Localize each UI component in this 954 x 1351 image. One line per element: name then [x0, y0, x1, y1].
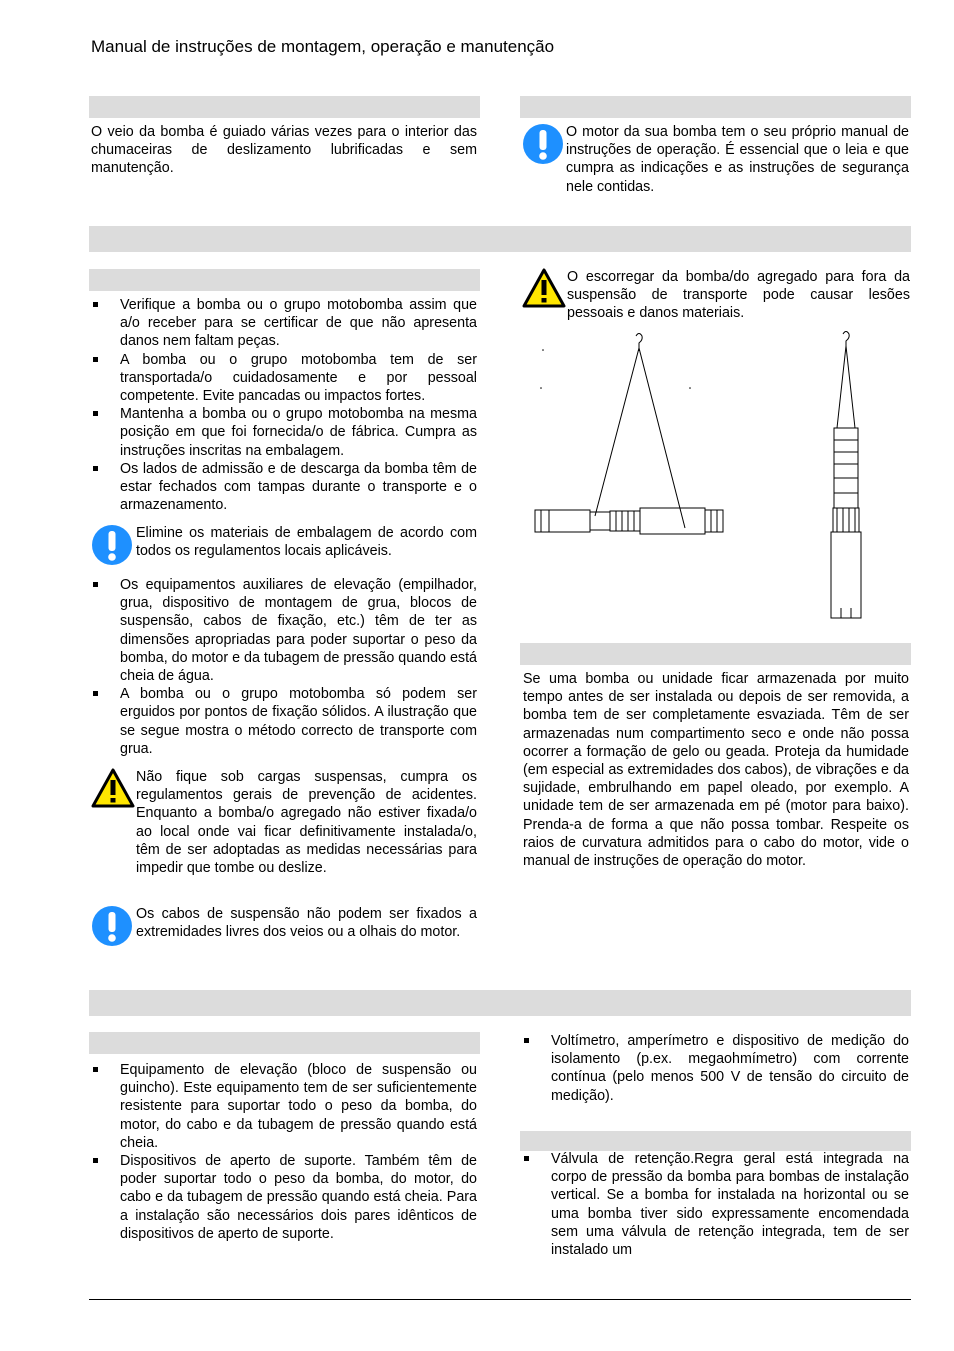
- section-bar: [89, 226, 911, 252]
- list-item: Os lados de admissão e de descarga da bomba têm de estar fechados com tampas durante o transporte e o armazenamento.: [91, 460, 477, 515]
- exclamation-info-icon: [522, 123, 566, 196]
- slip-warning: [522, 268, 910, 323]
- list-item: Mantenha a bomba ou o grupo motobomba na mesma posição em que foi fornecida/o de fábrica. Cumpra as instruções inscritas na embalagem.: [91, 405, 477, 460]
- section-bar: [89, 96, 480, 118]
- list-item: A bomba ou o grupo motobomba só podem ser erguidos por pontos de fixação sólidos. A ilustração que se segue mostra o método correcto de transporte com grua.: [91, 685, 477, 758]
- storage-text: Se uma bomba ou unidade ficar armazenada por muito tempo antes de ser instalada ou depois de ser removida, a bomba tem de ser completamente esvaziada. Têm de ser armazenadas num compartimento seco e onde não possa ocorrer a formação de gelo ou geada. Proteja da humidade (em especial as extremidades dos cabos), de vibrações e da sujidade, embrulhando em papel oleado, por exemplo. A unidade tem de ser armazenada em pé (motor para baixo). Prenda-a de forma a que não possa tombar. Respeite os raios de curvatura admitidos para o cabo do motor, vide o manual de instruções de operação do motor.: [523, 671, 909, 870]
- warning-triangle-icon: [522, 268, 567, 323]
- accessories-list: [522, 1150, 909, 1259]
- suspension-cables-note: [91, 905, 477, 952]
- motor-manual-note-text: O motor da sua bomba tem o seu próprio manual de instruções de operação. É essencial que o leia e que cumpra as indicações e as instruções de segurança nele contidas.: [566, 124, 909, 195]
- crane-transport-illustration: [525, 328, 870, 623]
- exclamation-info-icon: [91, 905, 136, 952]
- suspended-loads-warning-text: Não fique sob cargas suspensas, cumpra os regulamentos gerais de prevenção de acidentes. Enquanto a bomba/o agregado não estiver fixada/o ao local onde vai ficar definitivamente instalada/o, têm de ser adoptadas as medidas necessárias para impedir que tombe ou deslize.: [136, 769, 477, 877]
- packaging-note: [91, 524, 477, 571]
- measurement-equipment-list: [522, 1032, 909, 1105]
- suspension-cables-note-text: Os cabos de suspensão não podem ser fixados a extremidades livres dos veios ou a olhais do motor.: [136, 906, 477, 941]
- shaft-bearing-text: O veio da bomba é guiado várias vezes para o interior das chumaceiras de deslizamento lubrificadas e sem manutenção.: [91, 124, 477, 177]
- section-bar: [89, 1032, 480, 1054]
- section-bar: [89, 269, 480, 291]
- list-item: Os equipamentos auxiliares de elevação (empilhador, grua, dispositivo de montagem de grua, blocos de suspensão, cabos de fixação, etc.) têm de ter as dimensões apropriadas para poder suportar o peso da bomba, do motor e da tubagem de pressão quando está cheia de água.: [91, 576, 477, 685]
- page-header-title: Manual de instruções de montagem, operação e manutenção: [91, 37, 555, 56]
- suspended-loads-warning: [91, 768, 477, 877]
- motor-manual-note: [522, 123, 910, 196]
- list-item: Verifique a bomba ou o grupo motobomba assim que a/o receber para se certificar de que não apresenta danos nem faltam peças.: [91, 296, 477, 351]
- slip-warning-text: O escorregar da bomba/do agregado para fora da suspensão de transporte pode causar lesões pessoais e danos materiais.: [567, 269, 910, 322]
- list-item: Dispositivos de aperto de suporte. Também têm de poder suportar todo o peso da bomba, do motor, do cabo e da tubagem de pressão quando está cheia. Para a instalação são necessários dois pares idênticos de dispositivos de aperto de suporte.: [91, 1152, 477, 1243]
- lifting-checklist: [91, 576, 477, 758]
- list-item: Voltímetro, amperímetro e dispositivo de medição do isolamento (p.ex. megaohmímetro) com corrente contínua (pelo menos 500 V de tensão do circuito de medição).: [522, 1032, 909, 1105]
- transport-checklist: [91, 296, 477, 514]
- list-item: Válvula de retenção.Regra geral está integrada na corpo de pressão da bomba para bombas de instalação vertical. Se a bomba for instalada na horizontal ou se uma bomba tiver sido expressamente encomendada sem uma válvula de retenção integrada, tem de ser instalado um: [522, 1150, 909, 1259]
- warning-triangle-icon: [91, 768, 136, 877]
- packaging-note-text: Elimine os materiais de embalagem de acordo com todos os regulamentos locais aplicáveis.: [136, 525, 477, 560]
- exclamation-info-icon: [91, 524, 136, 571]
- section-bar: [89, 990, 911, 1016]
- list-item: A bomba ou o grupo motobomba tem de ser transportada/o cuidadosamente e por pessoal competente. Evite pancadas ou impactos fortes.: [91, 351, 477, 406]
- installation-equipment-list: [91, 1061, 477, 1243]
- section-bar: [520, 96, 911, 118]
- section-bar: [520, 643, 911, 665]
- footer-divider: [89, 1299, 911, 1300]
- list-item: Equipamento de elevação (bloco de suspensão ou guincho). Este equipamento tem de ser suficientemente resistente para suportar todo o peso da bomba, do motor, do cabo e da tubagem de pressão quando está cheia.: [91, 1061, 477, 1152]
- section-bar: [520, 1131, 911, 1151]
